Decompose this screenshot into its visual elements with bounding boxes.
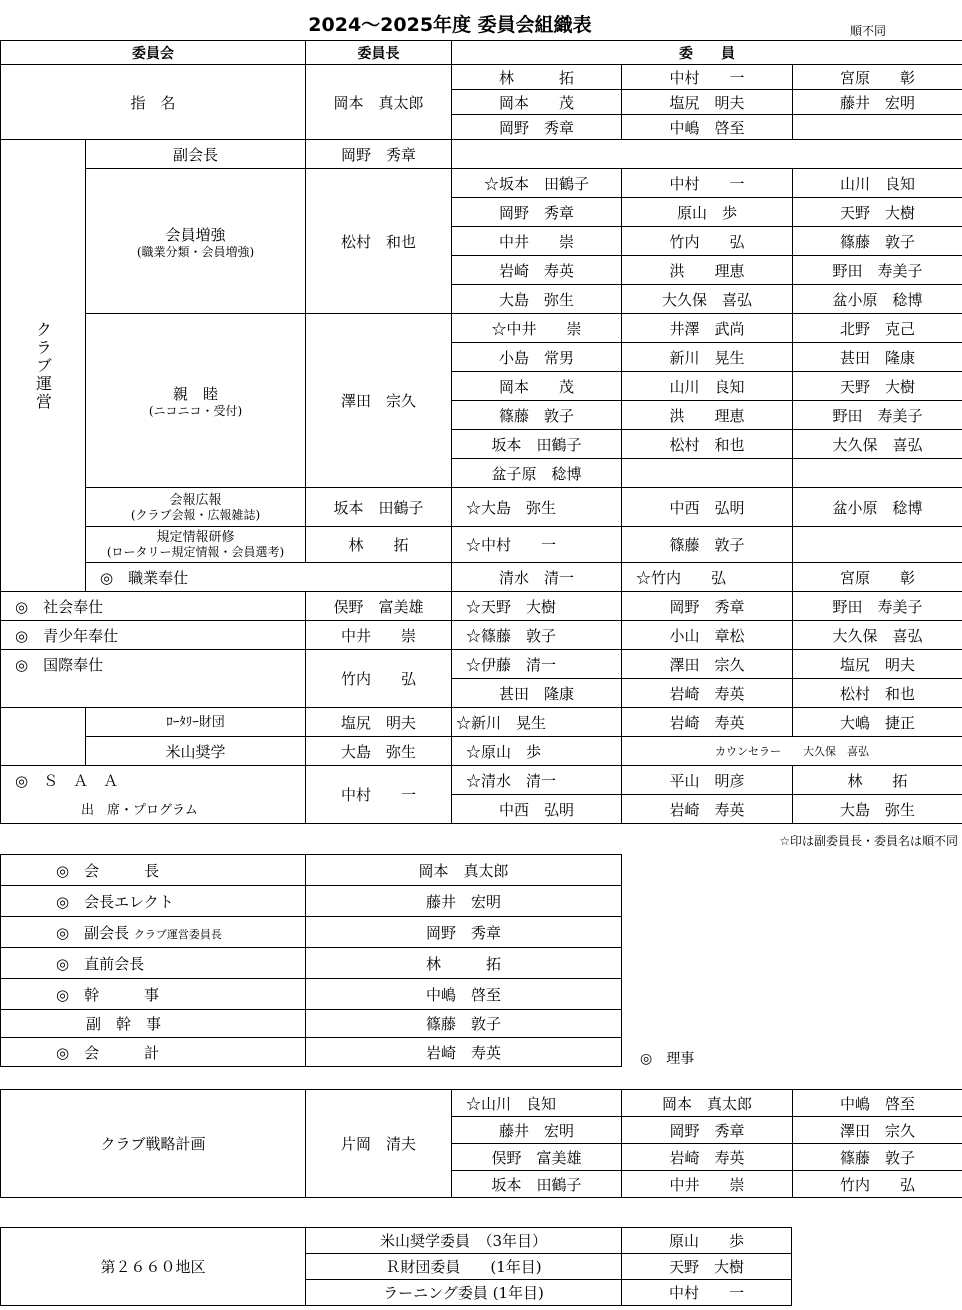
member-cell: 中村 一: [622, 169, 793, 198]
committee-shinboku-name: 親 睦: [172, 385, 218, 403]
district-table: [0, 1227, 792, 1306]
committee-table: [0, 40, 962, 824]
district-name: 第２６６０地区: [1, 1228, 306, 1306]
header-members: 委 員: [452, 41, 962, 65]
member-cell: 澤田 宗久: [622, 650, 793, 679]
riji-legend: [640, 1048, 694, 1068]
member-cell: 原山 歩: [622, 198, 793, 227]
officer-role: 副 幹 事: [1, 1010, 306, 1038]
officer-name: 林 拓: [306, 948, 622, 979]
member-cell: 小山 章松: [622, 621, 793, 650]
committee-shimei: 指 名: [1, 65, 306, 140]
member-cell: 坂本 田鶴子: [452, 430, 622, 459]
member-cell: 岡野 秀章: [452, 198, 622, 227]
member-cell: 篠藤 敦子: [793, 227, 962, 256]
member-cell: 大久保 喜弘: [793, 430, 962, 459]
member-cell: 岡野 秀章: [622, 592, 793, 621]
district-role: ラーニング委員 (1年目): [306, 1280, 622, 1306]
officer-role: ◎ 会長エレクト: [1, 886, 306, 917]
member-cell: 岩崎 寿英: [452, 256, 622, 285]
district-role: 米山奨学委員 （3年目）: [306, 1228, 622, 1254]
committee-kitei-sub: (ロータリー規定情報・会員選考): [106, 545, 285, 559]
officer-name: 篠藤 敦子: [306, 1010, 622, 1038]
member-cell: 塩尻 明夫: [622, 90, 793, 115]
member-cell: ☆原山 歩: [452, 737, 622, 766]
member-cell: 松村 和也: [622, 430, 793, 459]
chair-yoneyama: 大島 弥生: [306, 737, 452, 766]
district-member: 原山 歩: [622, 1228, 792, 1254]
chair-fukukaicho: 岡野 秀章: [306, 140, 452, 169]
member-cell: 澤田 宗久: [793, 1117, 962, 1144]
member-cell: 山川 良知: [622, 372, 793, 401]
empty-cell: [1, 708, 86, 766]
chair-saa: 中村 一: [306, 766, 452, 824]
committee-kaiin: [86, 169, 306, 314]
committee-shinboku: [86, 314, 306, 488]
star-note: ☆印は副委員長・委員名は順不同: [779, 834, 958, 848]
empty-cell: [452, 140, 962, 169]
member-cell: ☆中井 崇: [452, 314, 622, 343]
chair-kitei: 林 拓: [306, 527, 452, 563]
officer-role: ◎ 会 長: [1, 855, 306, 886]
member-cell: 宮原 彰: [793, 65, 962, 90]
officer-role-sub: クラブ運営委員長: [133, 927, 222, 941]
member-cell: ☆大島 弥生: [452, 488, 622, 527]
order-note: 順不同: [850, 24, 887, 38]
member-cell: 中井 崇: [452, 227, 622, 256]
header-committee: 委員会: [1, 41, 306, 65]
member-cell: 岡野 秀章: [452, 115, 622, 140]
officer-name: 岡本 真太郎: [306, 855, 622, 886]
member-cell: 塩尻 明夫: [793, 650, 962, 679]
officer-name: 中嶋 啓至: [306, 979, 622, 1010]
committee-shokugyo: ◎ 職業奉仕: [86, 563, 452, 592]
officer-name: 岩崎 寿英: [306, 1038, 622, 1067]
chair-kaiho: 坂本 田鶴子: [306, 488, 452, 527]
committee-zaidan: ﾛｰﾀﾘｰ財団: [86, 708, 306, 737]
member-cell: 小島 常男: [452, 343, 622, 372]
committee-yoneyama: 米山奨学: [86, 737, 306, 766]
member-cell: 竹内 弘: [622, 227, 793, 256]
member-cell: ☆天野 大樹: [452, 592, 622, 621]
officer-role: [1, 917, 306, 948]
committee-kaiin-sub: (職業分類・会員増強): [136, 244, 255, 259]
member-cell: 岡本 真太郎: [622, 1090, 793, 1117]
member-cell: 野田 寿美子: [793, 256, 962, 285]
member-cell: 竹内 弘: [793, 1171, 962, 1198]
member-cell: 大島 弥生: [793, 795, 962, 824]
member-cell: ☆竹内 弘: [622, 563, 793, 592]
officer-role: ◎ 直前会長: [1, 948, 306, 979]
committee-kitei: [86, 527, 306, 563]
chair-shokugyo: 清水 清一: [452, 563, 622, 592]
committee-saa-sub: 出 席・プログラム: [1, 795, 306, 824]
member-cell: [793, 115, 962, 140]
member-cell: ☆新川 晃生: [452, 708, 622, 737]
member-cell: [622, 459, 793, 488]
member-cell: 岡野 秀章: [622, 1117, 793, 1144]
member-cell: 盆小原 稔博: [793, 488, 962, 527]
committee-seishonen: ◎ 青少年奉仕: [1, 621, 306, 650]
member-cell: [793, 459, 962, 488]
district-member: 中村 一: [622, 1280, 792, 1306]
committee-kaiho-name: 会報広報: [169, 492, 222, 508]
member-cell: 宮原 彰: [793, 563, 962, 592]
riji-label: 理事: [666, 1051, 695, 1067]
member-cell: 北野 克己: [793, 314, 962, 343]
chair-shimei: 岡本 真太郎: [306, 65, 452, 140]
riji-mark: ◎: [640, 1051, 653, 1067]
member-cell: 野田 寿美子: [793, 401, 962, 430]
member-cell: 坂本 田鶴子: [452, 1171, 622, 1198]
member-cell: ☆伊藤 清一: [452, 650, 622, 679]
chair-strategy: 片岡 清夫: [306, 1090, 452, 1198]
officer-role: ◎ 幹 事: [1, 979, 306, 1010]
committee-kaiin-name: 会員増強: [165, 225, 226, 244]
member-cell: 中西 弘明: [622, 488, 793, 527]
district-member: 天野 大樹: [622, 1254, 792, 1280]
member-cell: 洪 理恵: [622, 401, 793, 430]
officer-name: 岡野 秀章: [306, 917, 622, 948]
member-cell: 岩崎 寿英: [622, 795, 793, 824]
officer-role: ◎ 会 計: [1, 1038, 306, 1067]
member-cell: 中井 崇: [622, 1171, 793, 1198]
member-cell: 藤井 宏明: [793, 90, 962, 115]
member-cell: 甚田 隆康: [452, 679, 622, 708]
member-cell: 中嶋 啓至: [793, 1090, 962, 1117]
member-cell: 篠藤 敦子: [622, 527, 793, 563]
member-cell: 大嶋 捷正: [793, 708, 962, 737]
chair-shakai: 俣野 富美雄: [306, 592, 452, 621]
member-cell: 大久保 喜弘: [622, 285, 793, 314]
member-cell: ☆篠藤 敦子: [452, 621, 622, 650]
member-cell: [793, 527, 962, 563]
chair-kokusai: 竹内 弘: [306, 650, 452, 708]
member-cell: 岩崎 寿英: [622, 1144, 793, 1171]
chair-seishonen: 中井 崇: [306, 621, 452, 650]
member-cell: 山川 良知: [793, 169, 962, 198]
member-cell: 岩崎 寿英: [622, 679, 793, 708]
committee-saa: ◎ Ｓ Ａ Ａ: [1, 766, 306, 795]
district-role: Ｒ財団委員 (1年目): [306, 1254, 622, 1280]
member-cell: 中西 弘明: [452, 795, 622, 824]
page-title: 2024～2025年度 委員会組織表: [308, 14, 592, 36]
member-cell: 盆小原 稔博: [793, 285, 962, 314]
member-cell: ☆山川 良知: [452, 1090, 622, 1117]
header-chair: 委員長: [306, 41, 452, 65]
member-cell: 中嶋 啓至: [622, 115, 793, 140]
member-cell: 松村 和也: [793, 679, 962, 708]
member-cell: 大島 弥生: [452, 285, 622, 314]
officer-role-main: ◎ 副会長: [56, 923, 130, 942]
member-cell: 中村 一: [622, 65, 793, 90]
counselor-cell: カウンセラー 大久保 喜弘: [622, 737, 962, 766]
club-unei-label: クラブ運営: [1, 140, 86, 592]
member-cell: 盆子原 稔博: [452, 459, 622, 488]
member-cell: 林 拓: [793, 766, 962, 795]
member-cell: 林 拓: [452, 65, 622, 90]
committee-kokusai: ◎ 国際奉仕: [1, 650, 306, 679]
committee-shakai: ◎ 社会奉仕: [1, 592, 306, 621]
member-cell: 岡本 茂: [452, 90, 622, 115]
committee-kaiho-sub: (クラブ会報・広報雑誌): [130, 507, 261, 522]
member-cell: 岩崎 寿英: [622, 708, 793, 737]
officer-name: 藤井 宏明: [306, 886, 622, 917]
member-cell: 天野 大樹: [793, 372, 962, 401]
member-cell: ☆清水 清一: [452, 766, 622, 795]
strategy-table: [0, 1089, 962, 1198]
chair-kaiin: 松村 和也: [306, 169, 452, 314]
chair-zaidan: 塩尻 明夫: [306, 708, 452, 737]
member-cell: 洪 理恵: [622, 256, 793, 285]
member-cell: 藤井 宏明: [452, 1117, 622, 1144]
member-cell: 平山 明彦: [622, 766, 793, 795]
member-cell: 俣野 富美雄: [452, 1144, 622, 1171]
member-cell: 甚田 隆康: [793, 343, 962, 372]
member-cell: 岡本 茂: [452, 372, 622, 401]
empty-cell: [1, 679, 306, 708]
member-cell: 天野 大樹: [793, 198, 962, 227]
committee-kitei-name: 規定情報研修: [156, 530, 235, 545]
committee-strategy: クラブ戦略計画: [1, 1090, 306, 1198]
member-cell: 篠藤 敦子: [452, 401, 622, 430]
member-cell: 新川 晃生: [622, 343, 793, 372]
committee-kaiho: [86, 488, 306, 527]
member-cell: 井澤 武尚: [622, 314, 793, 343]
committee-shinboku-sub: (ニコニコ・受付): [148, 404, 243, 418]
member-cell: 野田 寿美子: [793, 592, 962, 621]
member-cell: 大久保 喜弘: [793, 621, 962, 650]
member-cell: ☆坂本 田鶴子: [452, 169, 622, 198]
officers-table: [0, 854, 622, 1067]
chair-shinboku: 澤田 宗久: [306, 314, 452, 488]
member-cell: 篠藤 敦子: [793, 1144, 962, 1171]
member-cell: ☆中村 一: [452, 527, 622, 563]
committee-fukukaicho: 副会長: [86, 140, 306, 169]
